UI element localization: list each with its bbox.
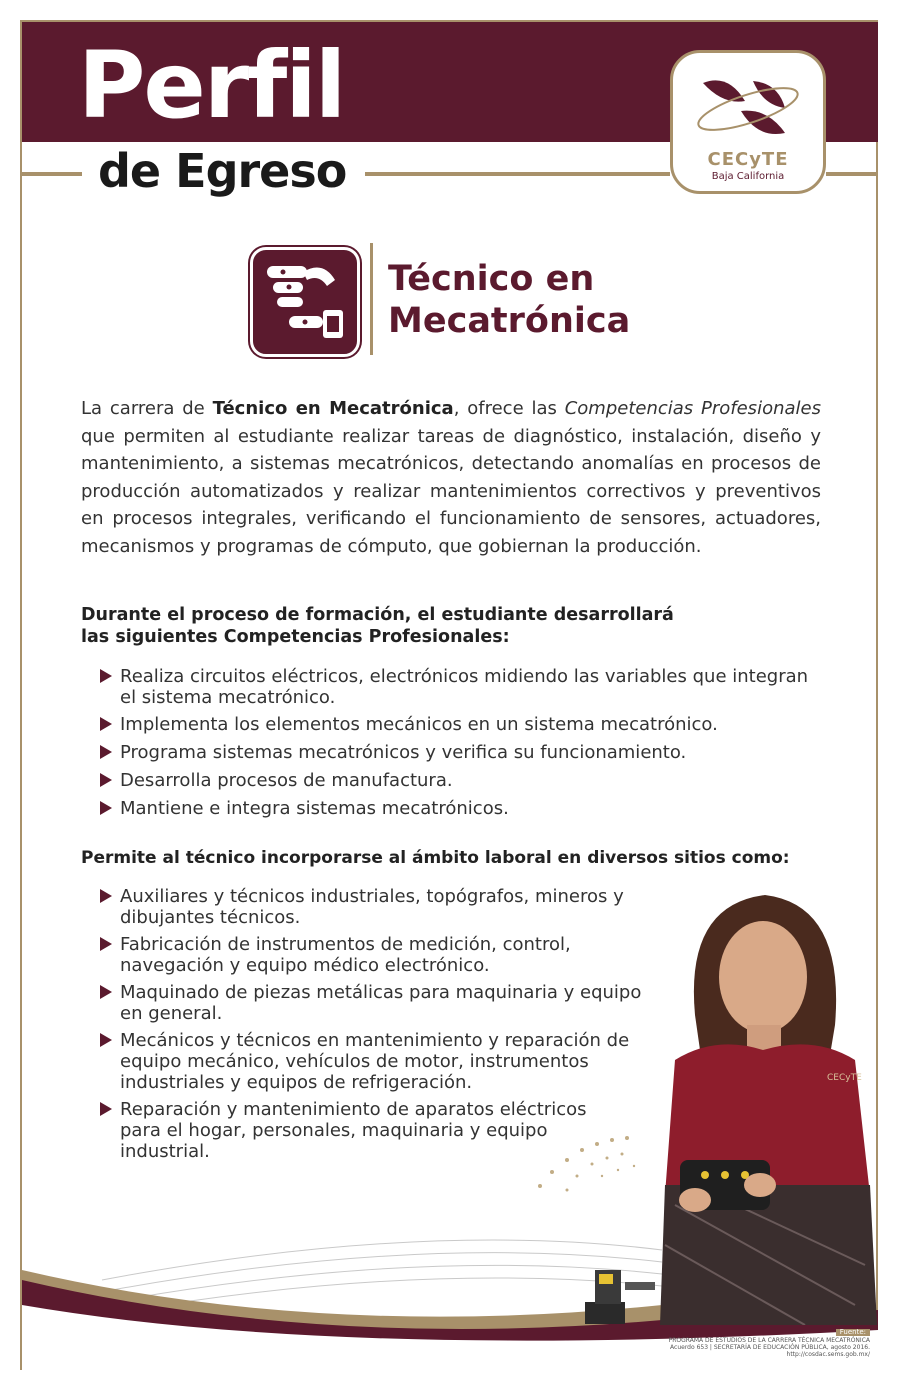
page-subtitle: de Egreso — [98, 144, 347, 198]
bullet-arrow-icon — [100, 669, 112, 683]
intro-text-2: , ofrece las — [453, 398, 565, 419]
bullet-arrow-icon — [100, 717, 112, 731]
source-label: Fuente: — [836, 1329, 870, 1336]
intro-text-1: La carrera de — [81, 398, 213, 419]
bullet-arrow-icon — [100, 745, 112, 759]
bullet-arrow-icon — [100, 1033, 112, 1047]
intro-bold: Técnico en Mecatrónica — [212, 398, 454, 419]
list-item: Reparación y mantenimiento de aparatos eléctricos para el hogar, personales, maquinaria y equipo industrial. — [100, 1099, 620, 1162]
svg-text:CECyTE: CECyTE — [827, 1073, 862, 1083]
robotic-hand-icon — [250, 247, 360, 357]
bullet-arrow-icon — [100, 889, 112, 903]
logo-brand: CECyTE — [707, 149, 789, 170]
competencias-heading-line2: las siguientes Competencias Profesionales: — [81, 627, 510, 647]
career-title-line2: Mecatrónica — [388, 301, 631, 341]
robotic-arm-illustration — [575, 1262, 665, 1328]
career-title-line1: Técnico en — [388, 259, 595, 299]
career-title — [388, 258, 630, 342]
intro-italic: Competencias Profesionales — [564, 398, 821, 419]
source-footer — [570, 1329, 870, 1358]
bullet-arrow-icon — [100, 937, 112, 951]
competencias-list — [100, 666, 822, 819]
cecyte-emblem-icon — [673, 53, 823, 153]
intro-paragraph — [81, 395, 821, 560]
competencias-heading-line1: Durante el proceso de formación, el estudiante desarrollará — [81, 605, 674, 625]
gold-line-far-right — [826, 172, 878, 176]
list-item: Maquinado de piezas metálicas para maquinaria y equipo en general. — [100, 982, 665, 1024]
cecyte-logo — [670, 50, 826, 194]
competencias-heading — [81, 604, 821, 648]
bullet-arrow-icon — [100, 801, 112, 815]
list-item: Implementa los elementos mecánicos en un sistema mecatrónico. — [100, 714, 822, 735]
laboral-heading: Permite al técnico incorporarse al ámbito laboral en diversos sitios como: — [81, 848, 790, 868]
list-item: Auxiliares y técnicos industriales, topógrafos, mineros y dibujantes técnicos. — [100, 886, 680, 928]
list-item: Mecánicos y técnicos en mantenimiento y reparación de equipo mecánico, vehículos de motor, instrumentos industriales y equipos de refrigeración. — [100, 1030, 660, 1093]
intro-text-3: que permiten al estudiante realizar tareas de diagnóstico, instalación, diseño y mantenimiento, a sistemas mecatrónicos, detectando anomalías en procesos de producción automatizados y realizar mantenimientos correctivos y preventivos en procesos integrales, verificando el funcionamiento de sensores, actuadores, mecanismos y programas de cómputo, que gobiernan la producción. — [81, 425, 821, 557]
logo-region: Baja California — [711, 171, 785, 182]
bullet-arrow-icon — [100, 985, 112, 999]
career-separator — [370, 243, 373, 355]
gold-line-left — [22, 172, 82, 176]
source-link[interactable]: http://cosdac.sems.gob.mx/ — [786, 1351, 870, 1358]
bullet-arrow-icon — [100, 1102, 112, 1116]
page-title: Perfil — [78, 32, 345, 139]
list-item: Realiza circuitos eléctricos, electrónicos midiendo las variables que integran el sistema mecatrónico. — [100, 666, 822, 708]
source-line2: Acuerdo 653 | SECRETARÍA DE EDUCACIÓN PÚBLICA, agosto 2016. — [670, 1344, 870, 1351]
gold-line-right — [365, 172, 670, 176]
list-item: Programa sistemas mecatrónicos y verifica su funcionamiento. — [100, 742, 822, 763]
bullet-arrow-icon — [100, 773, 112, 787]
list-item: Mantiene e integra sistemas mecatrónicos. — [100, 798, 822, 819]
laboral-list — [100, 886, 680, 1162]
source-line1: PROGRAMA DE ESTUDIOS DE LA CARRERA TÉCNICA MECATRÓNICA — [668, 1337, 870, 1344]
list-item: Fabricación de instrumentos de medición, control, navegación y equipo médico electrónico. — [100, 934, 680, 976]
student-photo — [655, 885, 877, 1325]
list-item: Desarrolla procesos de manufactura. — [100, 770, 822, 791]
